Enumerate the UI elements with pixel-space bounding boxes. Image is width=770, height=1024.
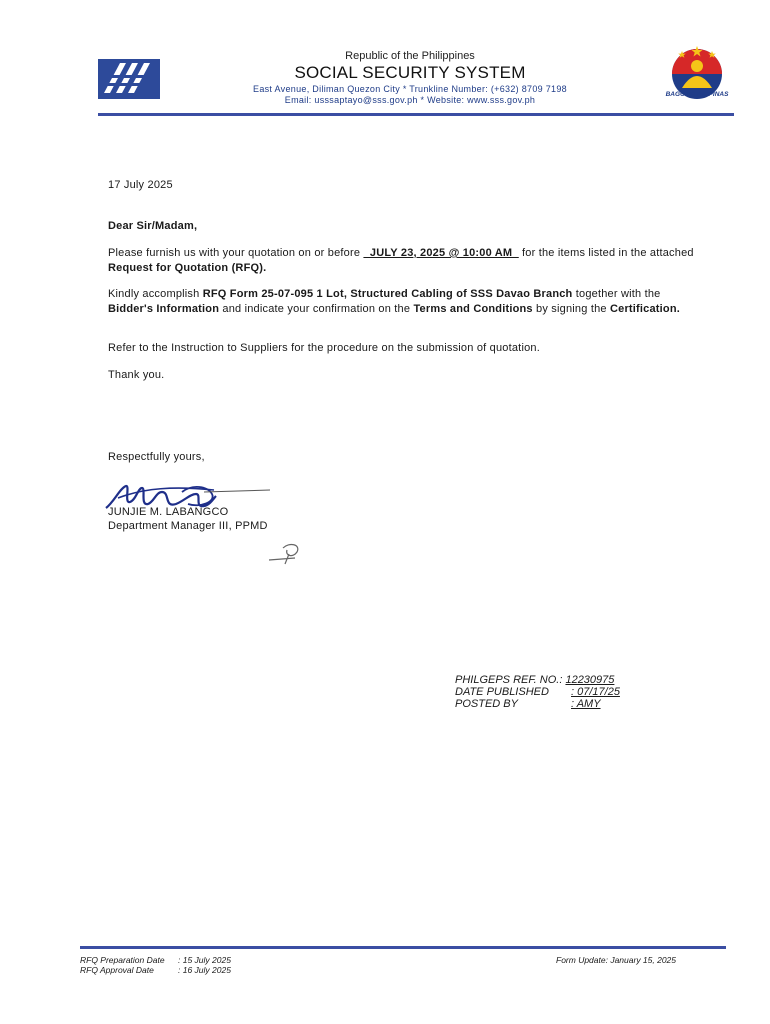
date-published-value: : 07/17/25	[571, 686, 620, 698]
rfq-reference: Request for Quotation (RFQ).	[108, 262, 267, 274]
paragraph-thanks: Thank you.	[108, 369, 165, 381]
date-published-label: DATE PUBLISHED	[455, 686, 549, 698]
header-rule	[98, 113, 734, 116]
signer-title: Department Manager III, PPMD	[108, 520, 268, 532]
footer-rule	[80, 946, 726, 949]
prep-label: RFQ Preparation Date	[80, 955, 165, 965]
posted-by	[455, 698, 601, 710]
approval-label: RFQ Approval Date	[80, 965, 154, 975]
rfq-preparation-date	[80, 955, 231, 965]
prep-value: : 15 July 2025	[178, 955, 231, 965]
paragraph-refer: Refer to the Instruction to Suppliers for the procedure on the submission of quotation.	[108, 342, 540, 354]
approval-value: : 16 July 2025	[178, 965, 231, 975]
paragraph-deadline	[108, 246, 704, 276]
philgeps-ref-label: PHILGEPS REF. NO.:	[455, 674, 563, 686]
p1-text-a: Please furnish us with your quotation on or before	[108, 247, 361, 259]
form-update: Form Update: January 15, 2025	[556, 955, 677, 965]
letter-date: 17 July 2025	[108, 179, 173, 191]
rfq-form: RFQ Form 25-07-095 1 Lot, Structured Cabling of SSS Davao Branch	[202, 288, 573, 300]
p2-text-c: together with the	[575, 288, 661, 300]
address-line: East Avenue, Diliman Quezon City * Trunkline Number: (+632) 8709 7198	[253, 84, 567, 94]
rfq-approval-date	[80, 965, 231, 975]
agency-name: SOCIAL SECURITY SYSTEM	[294, 63, 526, 82]
date-published	[455, 686, 620, 698]
philgeps-ref	[455, 674, 614, 686]
bidders-information: Bidder's Information	[108, 303, 220, 315]
salutation: Dear Sir/Madam,	[108, 220, 198, 232]
signer-name: JUNJIE M. LABANGCO	[108, 506, 229, 518]
paragraph-instructions	[108, 287, 704, 317]
p2-text-e: and indicate your confirmation on the	[222, 303, 411, 315]
country-line: Republic of the Philippines	[345, 50, 475, 62]
contact-line: Email: usssaptayo@sss.gov.ph * Website: www.sss.gov.ph	[284, 95, 536, 105]
deadline: JULY 23, 2025 @ 10:00 AM	[363, 247, 519, 259]
posted-by-value: : AMY	[571, 698, 601, 710]
posted-by-label: POSTED BY	[455, 698, 518, 710]
terms-and-conditions: Terms and Conditions	[413, 303, 533, 315]
closing: Respectfully yours,	[108, 451, 205, 463]
philgeps-ref-value: 12230975	[565, 674, 615, 686]
bagong-pilipinas-text: BAGONG PILIPINAS	[665, 91, 729, 98]
p1-text-b: for the items listed in the attached	[522, 247, 694, 259]
initials-mark	[265, 540, 311, 566]
p2-text-g: by signing the	[536, 303, 607, 315]
p2-text-a: Kindly accomplish	[108, 288, 200, 300]
certification: Certification.	[609, 303, 681, 315]
